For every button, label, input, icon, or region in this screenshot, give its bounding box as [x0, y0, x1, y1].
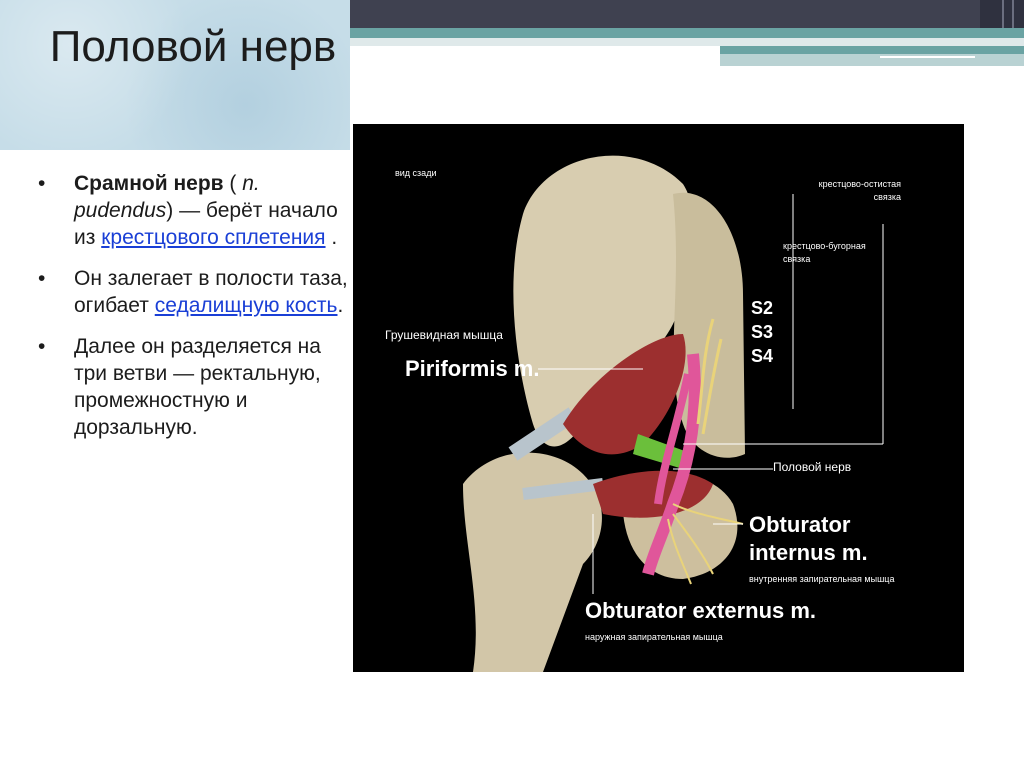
- header-stripe-light: [350, 38, 1024, 46]
- bullet-italic: n.: [242, 172, 260, 195]
- slide-title: Половой нерв: [49, 22, 337, 71]
- header-divider: [1002, 0, 1004, 28]
- bullet-text: Далее он разделяется на три ветви — ректальную, промежностную и дорзальную.: [74, 335, 321, 439]
- bullet-list: [38, 170, 352, 455]
- header-divider: [1012, 0, 1014, 28]
- header-stripe-light-2: [720, 54, 1024, 66]
- label-view: вид сзади: [395, 168, 437, 178]
- bullet-italic: pudendus: [74, 199, 167, 222]
- header-bar: [350, 0, 1024, 28]
- label-piriformis-lat: Piriformis m.: [405, 356, 540, 381]
- label-s3: S3: [751, 322, 774, 342]
- anatomy-illustration: [353, 124, 964, 672]
- bullet-item: [38, 333, 352, 441]
- bullet-item: [38, 265, 352, 319]
- bullet-icon: •: [38, 172, 46, 195]
- header-stripe-line: [880, 56, 975, 58]
- link-sacral-plexus[interactable]: крестцового сплетения: [101, 226, 326, 249]
- bullet-icon: •: [38, 267, 46, 290]
- bullet-text: .: [325, 226, 338, 249]
- header-stripe-teal-2: [720, 46, 1024, 54]
- label-sacrospinous: крестцово-остистая связка: [818, 179, 901, 202]
- bullet-icon: •: [38, 335, 46, 358]
- label-sacrotuberous: крестцово-бугорная связка: [783, 241, 866, 264]
- bullet-text: Он залегает в полости таза, огибает: [74, 267, 348, 317]
- bullet-text: (: [223, 172, 243, 195]
- anatomy-figure: [353, 124, 964, 672]
- label-pudendal: Половой нерв: [773, 460, 852, 474]
- sacrum: [673, 193, 745, 458]
- label-piriformis-ru: Грушевидная мышца: [385, 328, 503, 342]
- bullet-text: ) — берёт начало из: [74, 199, 338, 249]
- label-obturator-internus-1: Obturator: [749, 512, 851, 537]
- bullet-bold: Срамной нерв: [74, 172, 224, 195]
- bullet-item: [38, 170, 352, 251]
- bullet-text: .: [337, 294, 344, 317]
- label-obturator-internus-ru: внутренняя запирательная мышца: [749, 574, 895, 584]
- label-obturator-internus-2: internus m.: [749, 540, 868, 565]
- header-stripe-teal: [350, 28, 1024, 38]
- link-ischium[interactable]: седалищную кость: [154, 294, 338, 317]
- label-s2: S2: [751, 298, 774, 318]
- label-s4: S4: [751, 346, 774, 366]
- label-obturator-externus: Obturator externus m.: [585, 598, 817, 623]
- label-obturator-externus-ru: наружная запирательная мышца: [585, 632, 723, 642]
